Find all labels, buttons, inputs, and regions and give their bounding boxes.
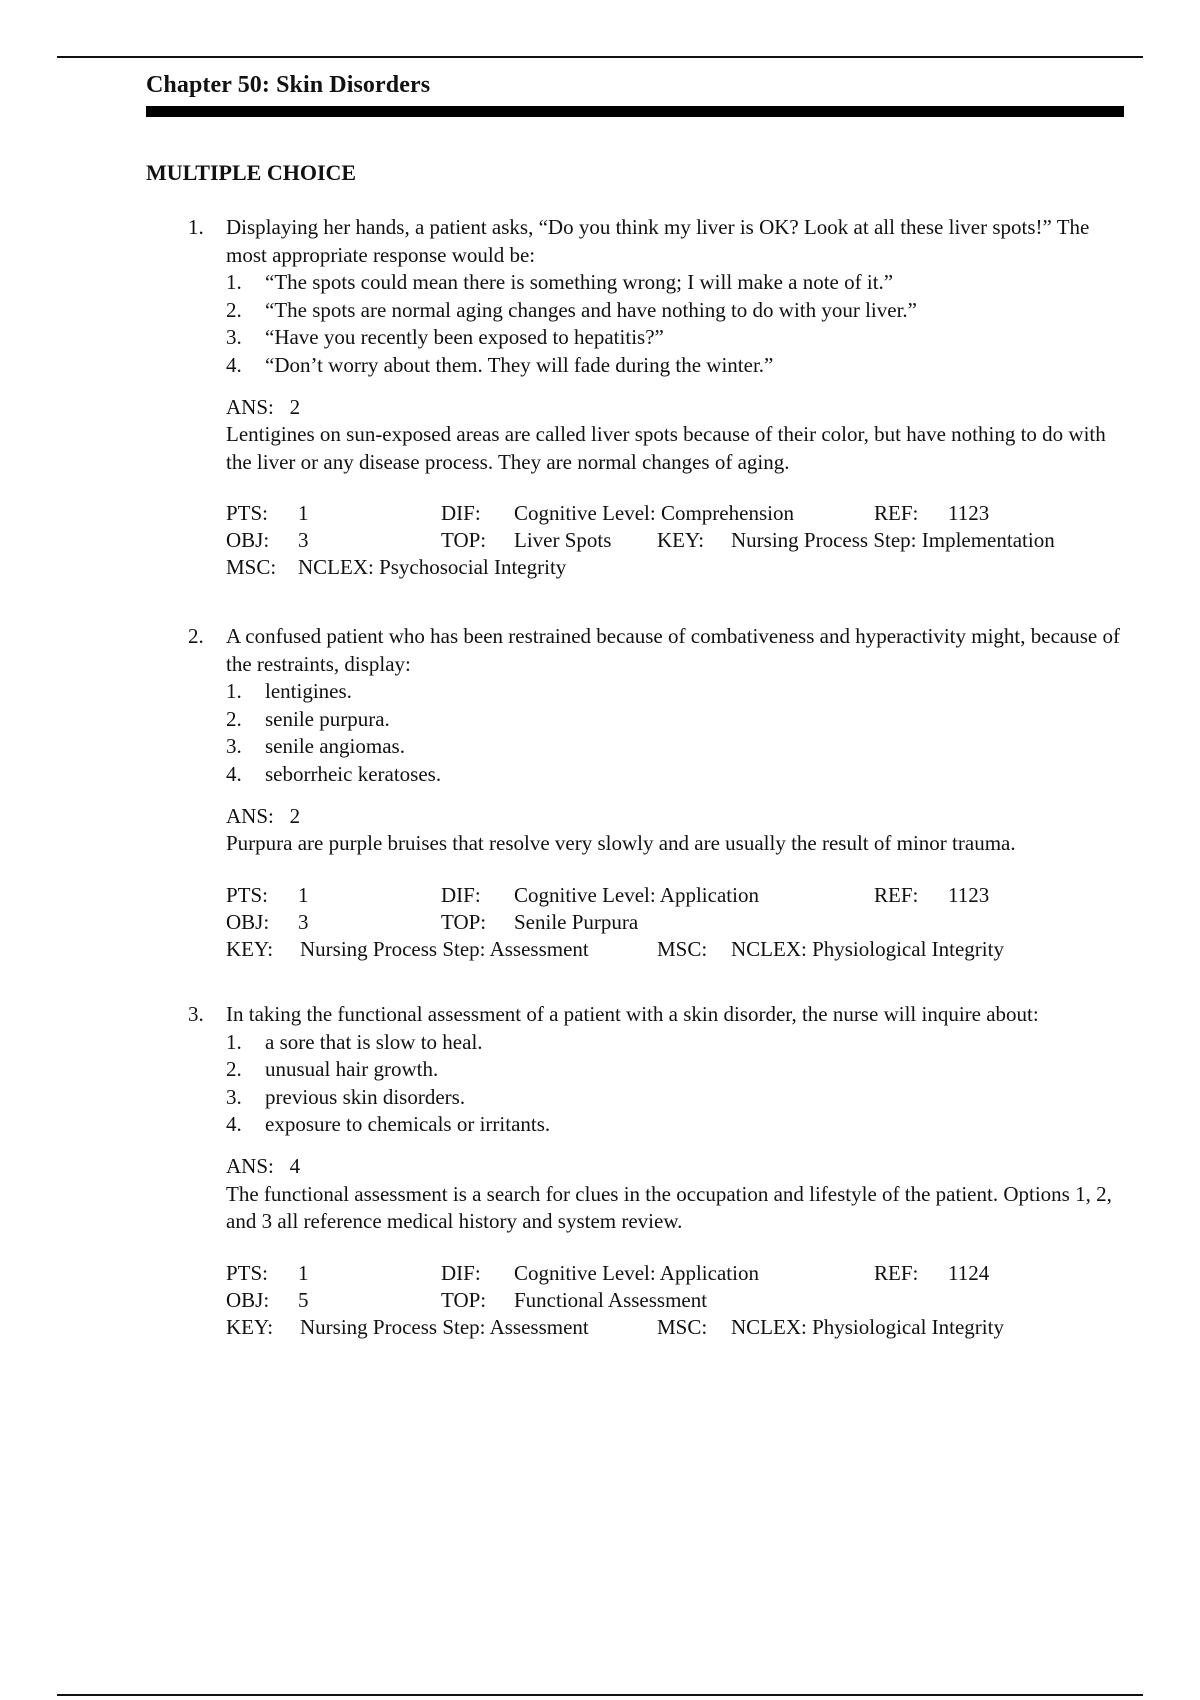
option-4 <box>226 1111 1128 1139</box>
answer-rationale: Lentigines on sun-exposed areas are called liver spots because of their color, but have nothing to do with the liver or any disease process. They are normal changes of aging. <box>226 422 1106 474</box>
pts-label: PTS: <box>226 1260 269 1285</box>
chapter-heavy-rule <box>146 106 1124 117</box>
answer-line <box>226 803 1128 831</box>
dif-label: DIF: <box>441 882 481 907</box>
option-number: 1. <box>226 270 242 295</box>
option-2 <box>226 1056 1128 1084</box>
obj-value: 3 <box>298 528 309 553</box>
option-number: 1. <box>226 679 242 704</box>
question-number: 2. <box>188 624 204 648</box>
option-number: 4. <box>226 761 242 786</box>
ref-value: 1124 <box>948 1260 990 1285</box>
option-4 <box>226 761 1128 789</box>
ref-label: REF: <box>874 882 919 907</box>
key-label: KEY: <box>226 936 274 961</box>
pts-value: 1 <box>298 1260 309 1285</box>
question-2 <box>188 623 1128 964</box>
dif-value: Cognitive Level: Comprehension <box>514 501 794 526</box>
option-number: 3. <box>226 325 242 350</box>
question-1 <box>188 214 1128 582</box>
option-number: 2. <box>226 297 242 322</box>
key-label: KEY: <box>657 528 705 553</box>
answer-label: ANS: <box>226 1153 274 1178</box>
dif-value: Cognitive Level: Application <box>514 1260 759 1285</box>
option-number: 4. <box>226 1112 242 1137</box>
option-text: senile angiomas. <box>265 734 405 759</box>
pts-label: PTS: <box>226 882 269 907</box>
question-3 <box>188 1001 1128 1342</box>
answer-line <box>226 394 1128 422</box>
top-value: Functional Assessment <box>514 1287 708 1312</box>
top-label: TOP: <box>441 1287 487 1312</box>
answer-block <box>226 1153 1128 1236</box>
option-text: “Don’t worry about them. They will fade during the winter.” <box>265 352 774 377</box>
question-metadata <box>226 1260 1128 1342</box>
option-number: 1. <box>226 1029 242 1054</box>
option-2 <box>226 297 1128 325</box>
question-text: In taking the functional assessment of a patient with a skin disorder, the nurse will inquire about: <box>226 1002 1039 1026</box>
pts-value: 1 <box>298 501 309 526</box>
option-text: lentigines. <box>265 679 352 704</box>
top-value: Liver Spots <box>514 528 612 553</box>
option-3 <box>226 324 1128 352</box>
option-text: exposure to chemicals or irritants. <box>265 1112 551 1137</box>
section-title: MULTIPLE CHOICE <box>146 160 357 185</box>
option-number: 4. <box>226 352 242 377</box>
msc-label: MSC: <box>657 936 708 961</box>
key-value: Nursing Process Step: Assessment <box>300 936 589 961</box>
option-1 <box>226 678 1128 706</box>
option-3 <box>226 1084 1128 1112</box>
option-number: 3. <box>226 1084 242 1109</box>
answer-rationale: Purpura are purple bruises that resolve very slowly and are usually the result of minor trauma. <box>226 831 1016 856</box>
obj-value: 5 <box>298 1287 309 1312</box>
dif-value: Cognitive Level: Application <box>514 882 759 907</box>
answer-label: ANS: <box>226 394 274 419</box>
obj-label: OBJ: <box>226 528 270 553</box>
ref-label: REF: <box>874 1260 919 1285</box>
msc-value: NCLEX: Physiological Integrity <box>731 936 1004 961</box>
top-value: Senile Purpura <box>514 909 639 934</box>
option-4 <box>226 352 1128 380</box>
option-text: unusual hair growth. <box>265 1057 439 1082</box>
pts-label: PTS: <box>226 501 269 526</box>
obj-value: 3 <box>298 909 309 934</box>
option-number: 2. <box>226 1057 242 1082</box>
question-metadata <box>226 882 1128 964</box>
top-label: TOP: <box>441 909 487 934</box>
answer-line <box>226 1153 1128 1181</box>
key-label: KEY: <box>226 1314 274 1339</box>
msc-value: NCLEX: Physiological Integrity <box>731 1314 1004 1339</box>
ref-value: 1123 <box>948 501 990 526</box>
option-list <box>226 269 1128 379</box>
option-number: 3. <box>226 734 242 759</box>
option-text: a sore that is slow to heal. <box>265 1029 483 1054</box>
dif-label: DIF: <box>441 1260 481 1285</box>
option-1 <box>226 269 1128 297</box>
option-text: “Have you recently been exposed to hepatitis?” <box>265 325 664 350</box>
answer-rationale: The functional assessment is a search for clues in the occupation and lifestyle of the patient. Options 1, 2, and 3 all reference medical history and system review. <box>226 1181 1112 1234</box>
option-text: seborrheic keratoses. <box>265 761 442 786</box>
key-value: Nursing Process Step: Assessment <box>300 1314 589 1339</box>
option-list <box>226 1029 1128 1139</box>
bottom-rule <box>57 1694 1143 1696</box>
option-number: 2. <box>226 706 242 731</box>
msc-value: NCLEX: Psychosocial Integrity <box>298 555 567 580</box>
question-number: 1. <box>188 215 204 239</box>
question-text: Displaying her hands, a patient asks, “Do you think my liver is OK? Look at all these liver spots!” The most appropriate response would be: <box>226 215 1090 267</box>
option-2 <box>226 706 1128 734</box>
obj-label: OBJ: <box>226 1287 270 1312</box>
question-metadata <box>226 500 1128 582</box>
option-text: previous skin disorders. <box>265 1084 466 1109</box>
answer-value: 2 <box>289 803 301 828</box>
dif-label: DIF: <box>441 501 481 526</box>
question-number: 3. <box>188 1002 204 1026</box>
option-1 <box>226 1029 1128 1057</box>
option-3 <box>226 733 1128 761</box>
top-rule <box>57 56 1143 58</box>
option-text: “The spots could mean there is something wrong; I will make a note of it.” <box>265 270 894 295</box>
answer-label: ANS: <box>226 803 274 828</box>
answer-value: 2 <box>289 394 301 419</box>
chapter-title: Chapter 50: Skin Disorders <box>146 72 431 98</box>
msc-label: MSC: <box>657 1314 708 1339</box>
ref-value: 1123 <box>948 882 990 907</box>
question-text: A confused patient who has been restrained because of combativeness and hyperactivity might, because of the restraints, display: <box>226 624 1120 676</box>
msc-label: MSC: <box>226 555 277 580</box>
pts-value: 1 <box>298 882 309 907</box>
answer-value: 4 <box>289 1153 301 1178</box>
answer-block <box>226 394 1128 477</box>
option-text: senile purpura. <box>265 706 390 731</box>
answer-block <box>226 803 1128 858</box>
top-label: TOP: <box>441 528 487 553</box>
ref-label: REF: <box>874 501 919 526</box>
option-list <box>226 678 1128 788</box>
key-value: Nursing Process Step: Implementation <box>731 528 1055 553</box>
option-text: “The spots are normal aging changes and have nothing to do with your liver.” <box>265 297 917 322</box>
obj-label: OBJ: <box>226 909 270 934</box>
